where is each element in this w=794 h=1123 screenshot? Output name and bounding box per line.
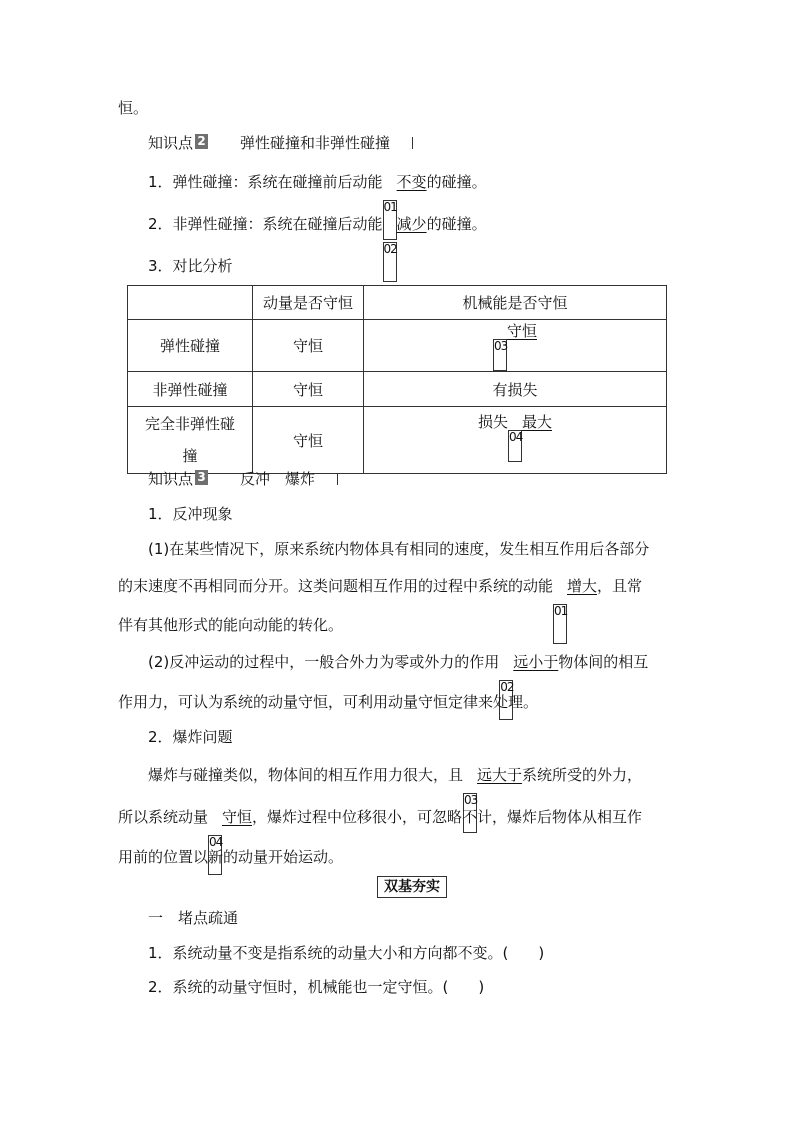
- question-2: 2．系统的动量守恒时，机械能也一定守恒。( ): [148, 978, 485, 996]
- table-cell: [364, 407, 667, 474]
- kp2-prefix: 知识点: [148, 134, 194, 152]
- answer-box-02: 02: [499, 680, 513, 720]
- table-cell-text: 损失: [477, 413, 508, 431]
- table-cell: 有损失: [364, 372, 667, 407]
- answer-text: 远大于: [477, 766, 523, 784]
- table-row: [128, 407, 667, 474]
- kp3-title: 反冲 爆炸: [240, 470, 316, 488]
- table-cell: 非弹性碰撞: [128, 372, 253, 407]
- table-cell: 守恒: [253, 407, 364, 474]
- answer-box-03: 03: [463, 793, 477, 833]
- answer-text: 守恒: [222, 808, 253, 826]
- kp2-title: 弹性碰撞和非弹性碰撞: [240, 134, 391, 152]
- table-header-row: [128, 286, 667, 320]
- table-cell: 守恒: [253, 372, 364, 407]
- answer-box-04: 04: [208, 835, 222, 875]
- table-cell: [364, 320, 667, 372]
- section-tag: 双基夯实: [377, 876, 447, 898]
- table-cell: 守恒: [253, 320, 364, 372]
- kp3-p3-text: 所以系统动量: [118, 808, 209, 826]
- continuation-text: 恒。: [118, 99, 149, 117]
- table-cell-line: 撞: [182, 447, 198, 465]
- kp3-p3-tail: 系统所受的外力，: [522, 766, 643, 784]
- kp3-prefix: 知识点: [148, 470, 194, 488]
- kp2-item-1-text: 1．弹性碰撞：系统在碰撞前后动能: [148, 173, 383, 191]
- kp2-number-badge: 2: [195, 134, 208, 149]
- question-1: 1．系统动量不变是指系统的动量大小和方向都不变。( ): [148, 944, 545, 962]
- section-subheading: 一 堵点疏通: [148, 909, 239, 927]
- table-cell: 弹性碰撞: [128, 320, 253, 372]
- kp2-item-2-tail: 的碰撞。: [426, 215, 487, 233]
- answer-box-04: 04: [508, 430, 522, 462]
- table-header-cell: 机械能是否守恒: [364, 286, 667, 320]
- table-header-cell: [128, 286, 253, 320]
- kp3-p2-line2: 作用力，可认为系统的动量守恒，可利用动量守恒定律来处理。: [118, 693, 539, 711]
- kp3-p1-line3: 伴有其他形式的能向动能的转化。: [118, 616, 344, 634]
- kp3-p1-tail: ，且常: [597, 577, 643, 595]
- kp2-item-3: 3．对比分析: [148, 257, 233, 275]
- answer-box-01: 01: [383, 200, 397, 240]
- kp3-p2-tail: 物体间的相互: [558, 653, 649, 671]
- answer-box-03: 03: [493, 339, 507, 371]
- answer-box-01: 01: [553, 604, 567, 644]
- kp3-heading-2: 2．爆炸问题: [148, 728, 233, 746]
- answer-text: 最大: [522, 413, 553, 431]
- kp2-end-marker: [412, 137, 413, 149]
- answer-text: 减少: [396, 215, 427, 233]
- kp3-number-badge: 3: [195, 470, 208, 485]
- kp3-heading: [148, 469, 338, 489]
- kp2-item-2-text: 2．非弹性碰撞：系统在碰撞后动能: [148, 215, 383, 233]
- table-cell: [128, 407, 253, 474]
- table-header-cell: 动量是否守恒: [253, 286, 364, 320]
- kp3-p3-tail: ，爆炸过程中位移很小，可忽略不计，爆炸后物体从相互作: [252, 808, 643, 826]
- kp2-heading: [148, 133, 413, 153]
- table-cell-line: 完全非弹性碰: [144, 415, 235, 433]
- kp3-heading-1: 1．反冲现象: [148, 505, 233, 523]
- kp3-end-marker: [337, 473, 338, 485]
- table-row: [128, 320, 667, 372]
- comparison-table: [127, 285, 667, 474]
- answer-text: 远小于: [513, 653, 559, 671]
- kp3-p2-text: (2)反冲运动的过程中，一般合外力为零或外力的作用: [148, 653, 500, 671]
- kp3-p3-text: 爆炸与碰撞类似，物体间的相互作用力很大，且: [148, 766, 464, 784]
- kp2-item-1-tail: 的碰撞。: [426, 173, 487, 191]
- answer-text: 增大: [567, 577, 598, 595]
- kp3-p1-text: 的末速度不再相同而分开。这类问题相互作用的过程中系统的动能: [118, 577, 554, 595]
- kp3-p3-line3: 用前的位置以新的动量开始运动。: [118, 848, 344, 866]
- kp3-p1-line1: (1)在某些情况下，原来系统内物体具有相同的速度，发生相互作用后各部分: [148, 540, 650, 558]
- table-row: [128, 372, 667, 407]
- answer-text: 守恒: [506, 322, 537, 340]
- answer-box-02: 02: [383, 242, 397, 282]
- answer-text: 不变: [396, 173, 427, 191]
